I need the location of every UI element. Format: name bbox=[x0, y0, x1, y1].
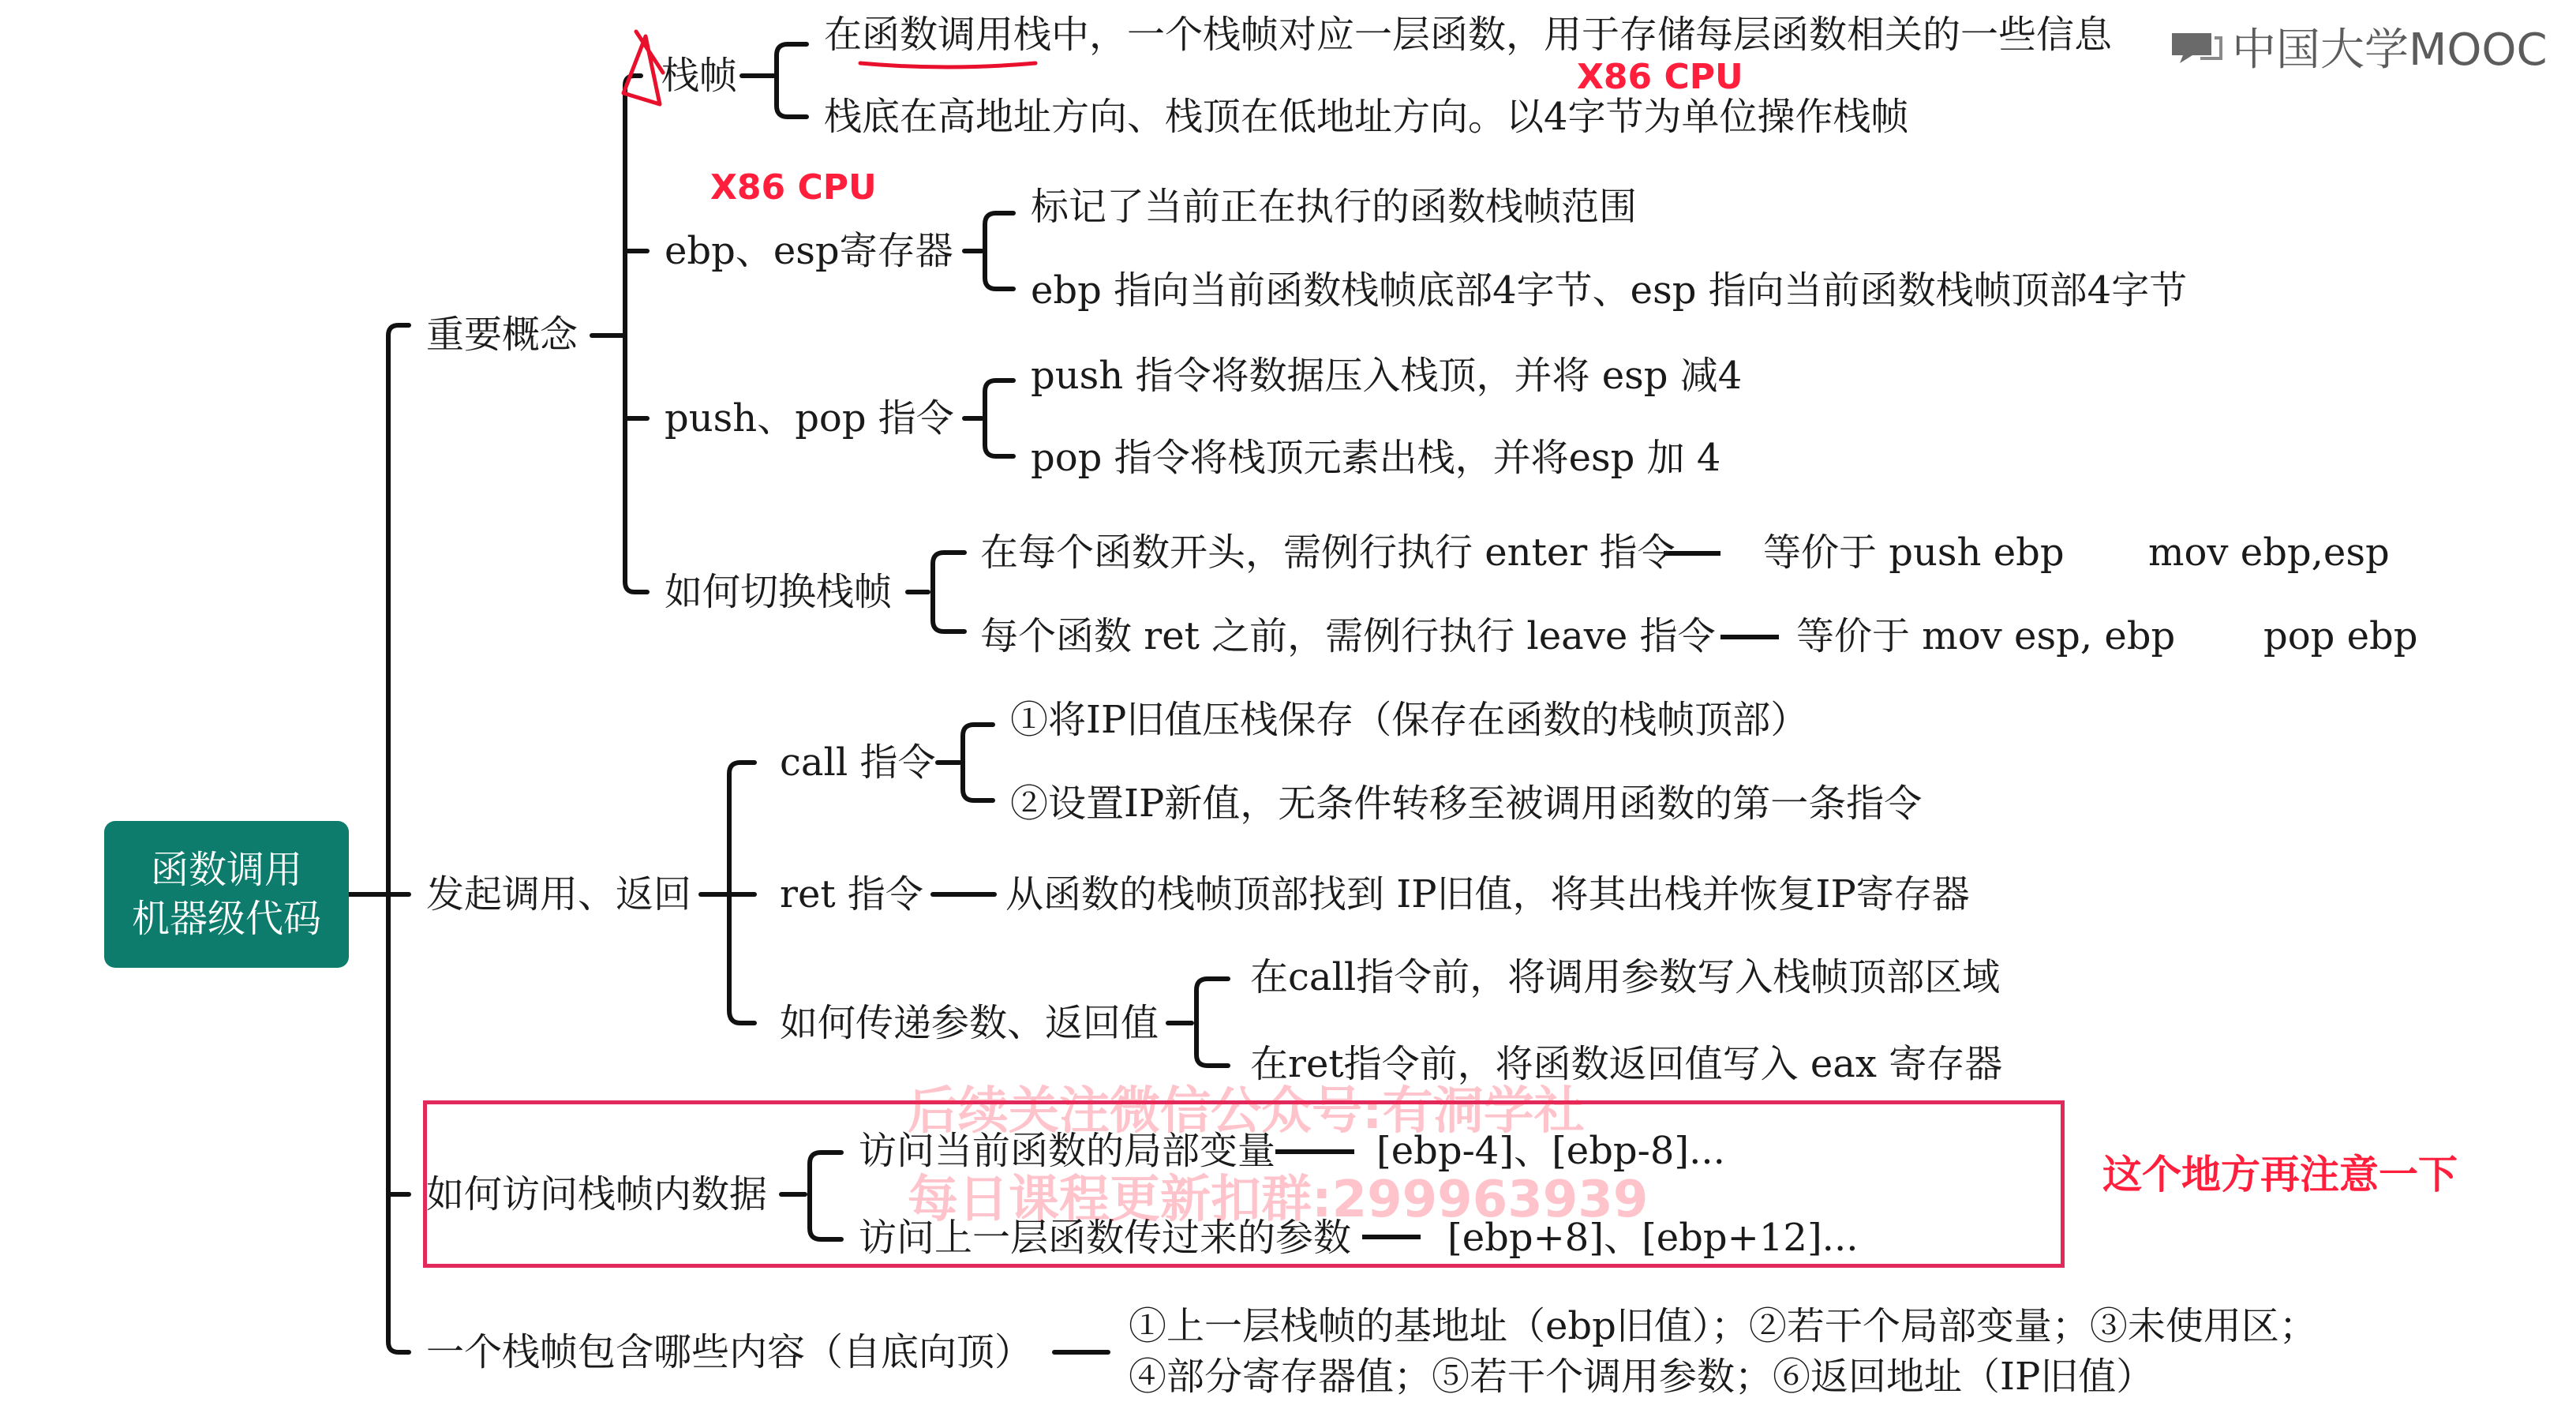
note-annotation: 这个地方再注意一下 bbox=[2102, 1152, 2458, 1197]
red-underline-mark bbox=[860, 63, 1035, 67]
contents-line-1: ①上一层栈帧的基地址（ebp旧值）；②若干个局部变量；③未使用区； bbox=[1129, 1304, 2317, 1348]
switch-frame-eq-1: 等价于 push ebp bbox=[1763, 530, 2065, 575]
mooc-logo bbox=[2169, 19, 2548, 74]
switch-frame-label: 如何切换栈帧 bbox=[665, 570, 893, 614]
watermark-line2: 每日课程更新扣群:299963939 bbox=[908, 1171, 1649, 1229]
switch-frame-item-1: 在每个函数开头，需例行执行 enter 指令 bbox=[980, 530, 1676, 575]
x86-annotation-top: X86 CPU bbox=[1577, 57, 1743, 97]
root-node bbox=[104, 821, 349, 968]
access-item-1: 访问当前函数的局部变量 bbox=[859, 1129, 1276, 1173]
contents-line-2: ④部分寄存器值；⑤若干个调用参数；⑥返回地址（IP旧值） bbox=[1129, 1355, 2155, 1399]
branch-contents-label: 一个栈帧包含哪些内容（自底向顶） bbox=[426, 1330, 1033, 1374]
x86-annotation-mid: X86 CPU bbox=[710, 167, 877, 208]
registers-item-2: ebp 指向当前函数栈帧底部4字节、esp 指向当前函数栈帧顶部4字节 bbox=[1031, 268, 2188, 313]
stack-frame-item-2: 栈底在高地址方向、栈顶在低地址方向。以4字节为单位操作栈帧 bbox=[824, 95, 1909, 139]
access-value-2: [ebp+8]、[ebp+12]... bbox=[1447, 1216, 1859, 1260]
branch-access-label: 如何访问栈帧内数据 bbox=[426, 1172, 768, 1216]
call-item-1: ①将IP旧值压栈保存（保存在函数的栈帧顶部） bbox=[1010, 698, 1809, 742]
push-pop-label: push、pop 指令 bbox=[665, 396, 954, 440]
red-triangle-mark bbox=[623, 32, 663, 104]
switch-frame-eq-2: 等价于 mov esp, ebp bbox=[1796, 614, 2176, 658]
call-label: call 指令 bbox=[780, 740, 936, 785]
branch-call-return-label: 发起调用、返回 bbox=[426, 872, 692, 916]
push-pop-item-2: pop 指令将栈顶元素出栈，并将esp 加 4 bbox=[1031, 436, 1721, 480]
switch-frame-eq2-1: mov ebp,esp bbox=[2148, 530, 2390, 575]
switch-frame-eq2-2: pop ebp bbox=[2263, 614, 2418, 658]
stack-frame-label: 栈帧 bbox=[661, 54, 738, 98]
push-pop-item-1: push 指令将数据压入栈顶，并将 esp 减4 bbox=[1031, 354, 1743, 398]
mooc-logo-icon bbox=[2169, 27, 2224, 66]
mooc-logo-text: 中国大学MOOC bbox=[2232, 24, 2548, 76]
registers-label: ebp、esp寄存器 bbox=[665, 229, 953, 273]
params-item-1: 在call指令前，将调用参数写入栈帧顶部区域 bbox=[1250, 955, 2001, 999]
access-item-2: 访问上一层函数传过来的参数 bbox=[859, 1216, 1352, 1260]
call-item-2: ②设置IP新值，无条件转移至被调用函数的第一条指令 bbox=[1010, 781, 1923, 826]
branch-concepts-label: 重要概念 bbox=[426, 313, 578, 357]
watermark-line1: 后续关注微信公众号:有洞学社 bbox=[908, 1082, 1585, 1141]
root-line1: 函数调用 bbox=[150, 848, 302, 892]
params-item-2: 在ret指令前，将函数返回值写入 eax 寄存器 bbox=[1250, 1042, 2003, 1086]
ret-label: ret 指令 bbox=[780, 872, 923, 916]
root-line2: 机器级代码 bbox=[131, 897, 321, 941]
ret-desc: 从函数的栈帧顶部找到 IP旧值，将其出栈并恢复IP寄存器 bbox=[1005, 872, 1970, 916]
access-value-1: [ebp-4]、[ebp-8]... bbox=[1376, 1129, 1725, 1173]
params-label: 如何传递参数、返回值 bbox=[780, 1001, 1159, 1045]
registers-item-1: 标记了当前正在执行的函数栈帧范围 bbox=[1031, 185, 1638, 229]
switch-frame-item-2: 每个函数 ret 之前，需例行执行 leave 指令 bbox=[980, 614, 1716, 658]
stack-frame-item-1: 在函数调用栈中，一个栈帧对应一层函数，用于存储每层函数相关的一些信息 bbox=[824, 13, 2113, 57]
